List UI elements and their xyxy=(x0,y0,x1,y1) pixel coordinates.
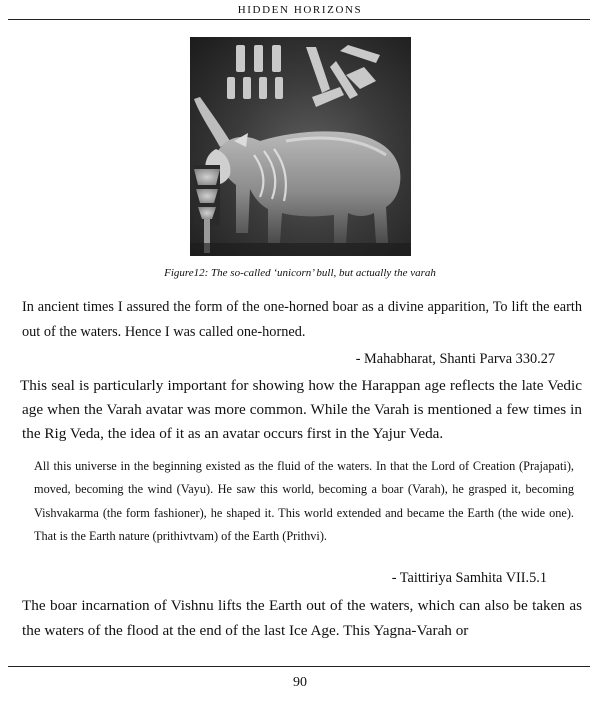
epic-quote-attribution: - Mahabharat, Shanti Parva 330.27 xyxy=(355,351,555,367)
vedic-block-quote: All this universe in the beginning existed as the fluid of the waters. In that the Lord of Creation (Prajapati), moved, becoming the wind (Vayu). He saw this world, becoming a boar (Varah), he grasped it, becoming Vishvakarma (the form fashioner), he shaped it. This world extended and became the Earth (the wide one). That is the Earth nature (prithivtvam) of the Earth (Prithvi). xyxy=(34,459,574,544)
top-rule xyxy=(8,19,590,20)
figure-caption: Figure12: The so-called ‘unicorn’ bull, but actually the varah xyxy=(164,267,436,279)
vedic-quote-attribution: - Taittiriya Samhita VII.5.1 xyxy=(391,570,547,586)
horn xyxy=(194,97,230,147)
page-number: 90 xyxy=(293,675,307,690)
body-paragraph-seal: This seal is particularly important for showing how the Harappan age reflects the late Vedic age when the Varah avatar was more common. While the Varah is mentioned a few times in the Rig Veda, the idea of it as an avatar occurs first in the Yajur Veda. xyxy=(20,377,582,442)
running-head: HIDDEN HORIZONS xyxy=(237,4,363,16)
seal-unicorn-bull-image xyxy=(190,37,411,256)
seal-engraving xyxy=(190,37,411,256)
epic-quote: In ancient times I assured the form of the one-horned boar as a divine apparition, To lift the earth out of the waters. Hence I was called one-horned. xyxy=(22,299,582,340)
body-paragraph-boar: The boar incarnation of Vishnu lifts the Earth out of the waters, which can also be taken as the waters of the flood at the end of the last Ice Age. This Yagna-Varah or xyxy=(22,597,582,639)
cult-standard xyxy=(194,165,220,253)
indus-script-signs xyxy=(227,45,380,107)
bottom-rule xyxy=(8,666,590,667)
